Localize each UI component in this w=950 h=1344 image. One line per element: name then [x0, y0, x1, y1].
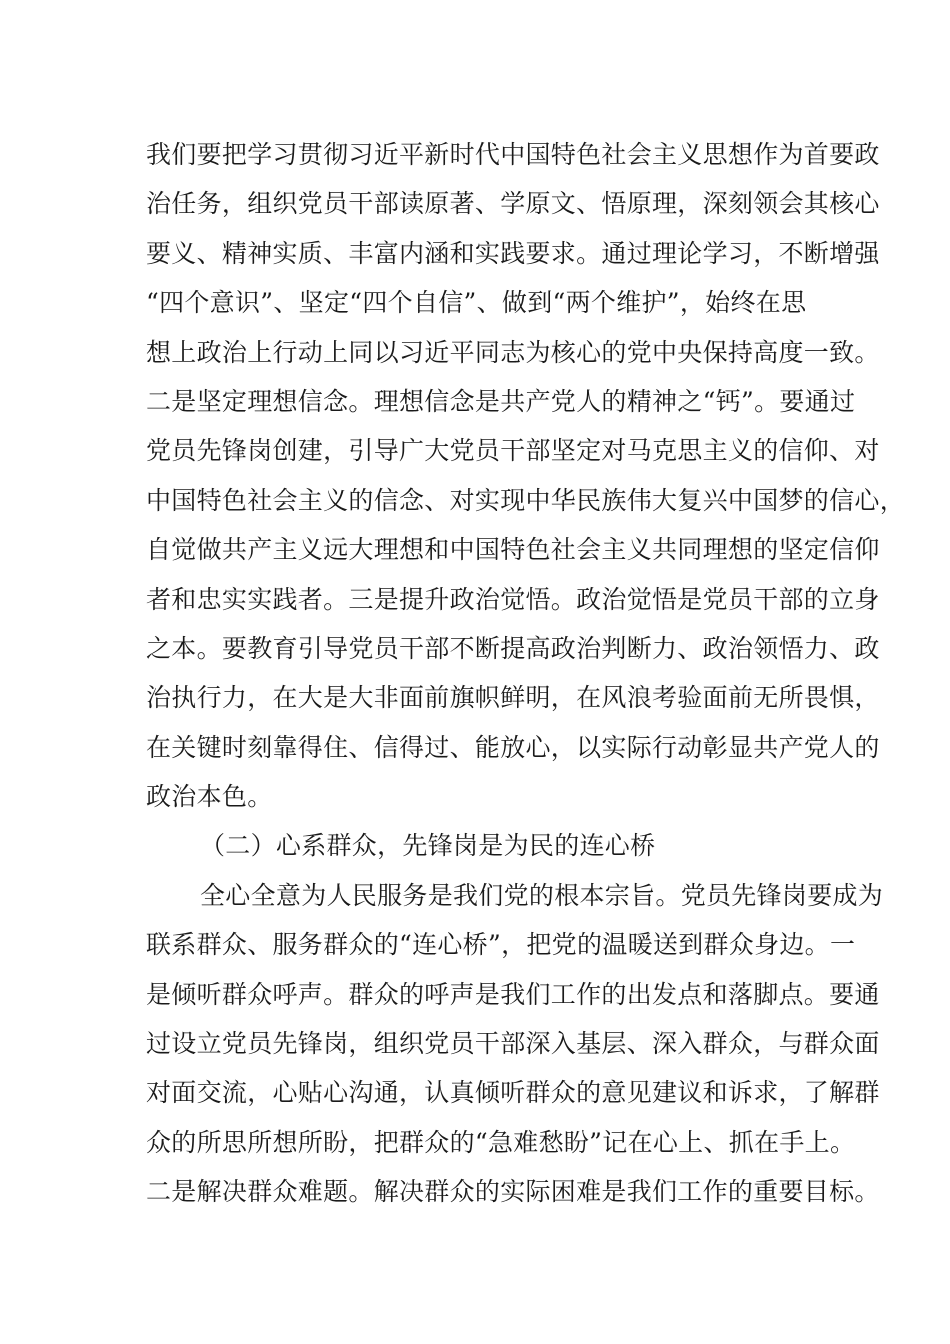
text-line: 中国特色社会主义的信念、对实现中华民族伟大复兴中国梦的信心， — [146, 485, 906, 515]
text-line: 全心全意为人民服务是我们党的根本宗旨。党员先锋岗要成为 — [200, 880, 884, 910]
text-line: 要义、精神实质、丰富内涵和实践要求。通过理论学习，不断增强 — [146, 238, 880, 268]
text-line: 想上政治上行动上同以习近平同志为核心的党中央保持高度一致。 — [146, 337, 880, 367]
text-line: 是倾听群众呼声。群众的呼声是我们工作的出发点和落脚点。要通 — [146, 979, 880, 1009]
text-line: 联系群众、服务群众的“连心桥”，把党的温暖送到群众身边。一 — [146, 930, 856, 960]
text-line: 之本。要教育引导党员干部不断提高政治判断力、政治领悟力、政 — [146, 633, 880, 663]
text-line: 我们要把学习贯彻习近平新时代中国特色社会主义思想作为首要政 — [146, 140, 880, 169]
text-line: 党员先锋岗创建，引导广大党员干部坚定对马克思主义的信仰、对 — [146, 436, 880, 466]
text-line: 治任务，组织党员干部读原著、学原文、悟原理，深刻领会其核心 — [146, 189, 880, 219]
text-line: 治执行力，在大是大非面前旗帜鲜明，在风浪考验面前无所畏惧， — [146, 683, 880, 713]
text-line: 二是解决群众难题。解决群众的实际困难是我们工作的重要目标。 — [146, 1177, 880, 1207]
text-line: 在关键时刻靠得住、信得过、能放心，以实际行动彰显共产党人的 — [146, 732, 880, 762]
body-text — [146, 130, 906, 1217]
text-line: “四个意识”、坚定“四个自信”、做到“两个维护”，始终在思 — [146, 288, 807, 318]
text-line: 政治本色。 — [146, 782, 273, 812]
text-line: 者和忠实实践者。三是提升政治觉悟。政治觉悟是党员干部的立身 — [146, 584, 880, 614]
text-line: 二是坚定理想信念。理想信念是共产党人的精神之“钙”。要通过 — [146, 386, 856, 416]
section-heading: （二）心系群众，先锋岗是为民的连心桥 — [200, 831, 656, 861]
text-line: 对面交流，心贴心沟通，认真倾听群众的意见建议和诉求，了解群 — [146, 1078, 880, 1108]
text-line: 自觉做共产主义远大理想和中国特色社会主义共同理想的坚定信仰 — [146, 535, 880, 565]
text-line: 众的所思所想所盼，把群众的“急难愁盼”记在心上、抓在手上。 — [146, 1127, 856, 1157]
text-line: 过设立党员先锋岗，组织党员干部深入基层、深入群众，与群众面 — [146, 1029, 880, 1059]
